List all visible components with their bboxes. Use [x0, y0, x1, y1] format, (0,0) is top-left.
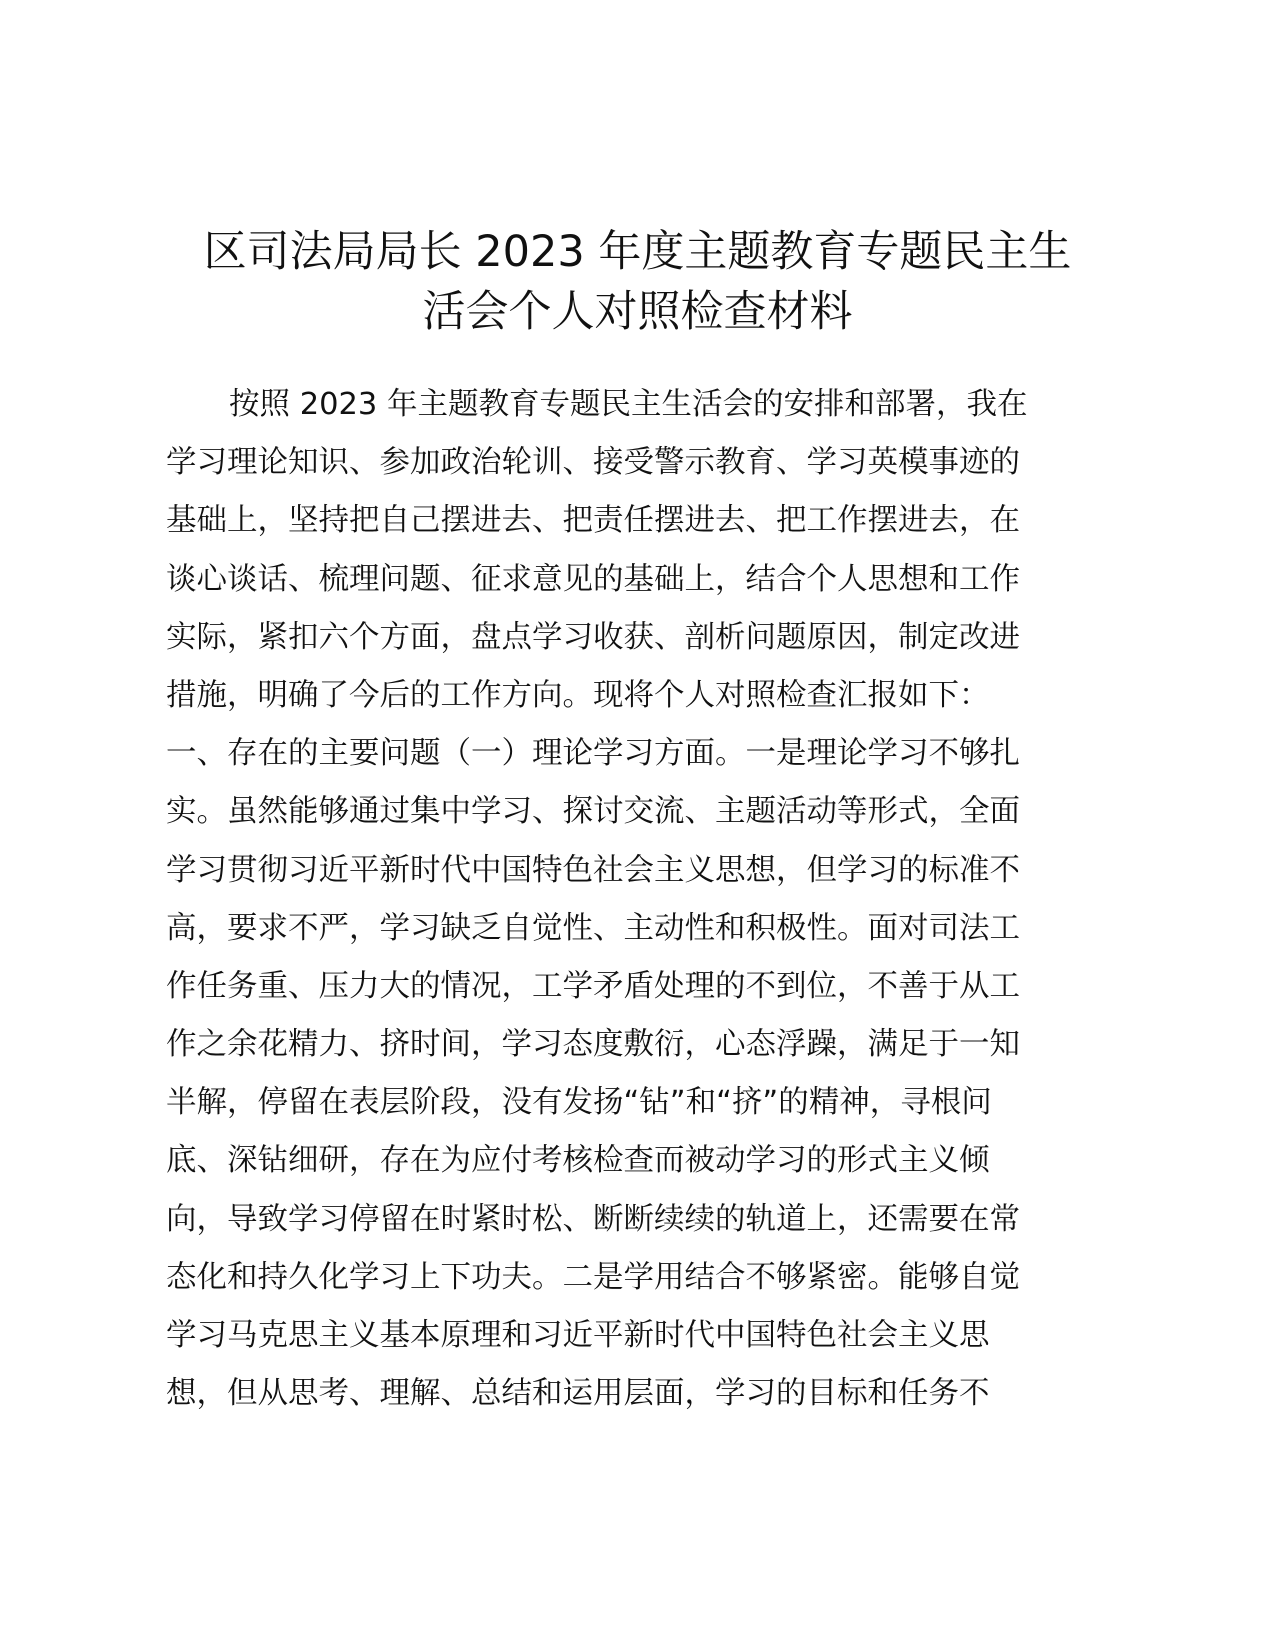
body-line: 学习贯彻习近平新时代中国特色社会主义思想，但学习的标准不 — [166, 852, 1020, 888]
body-line: 学习马克思主义基本原理和习近平新时代中国特色社会主义思 — [166, 1318, 990, 1353]
body-line: 作之余花精力、挤时间，学习态度敷衍，心态浮躁，满足于一知 — [166, 1027, 1020, 1063]
body-line: 作任务重、压力大的情况，工学矛盾处理的不到位，不善于从工 — [166, 968, 1020, 1004]
body-line: 实际，紧扣六个方面，盘点学习收获、剖析问题原因，制定改进 — [166, 619, 1020, 655]
body-line: 基础上，坚持把自己摆进去、把责任摆进去、把工作摆进去，在 — [166, 503, 1020, 539]
body-line: 想，但从思考、理解、总结和运用层面，学习的目标和任务不 — [166, 1376, 990, 1412]
body-line: 措施，明确了今后的工作方向。现将个人对照检查汇报如下： — [166, 677, 990, 713]
body-line: 谈心谈话、梳理问题、征求意见的基础上，结合个人思想和工作 — [166, 561, 1020, 597]
body-line: 向，导致学习停留在时紧时松、断断续续的轨道上，还需要在常 — [166, 1201, 1020, 1237]
body-line: 底、深钻细研，存在为应付考核检查而被动学习的形式主义倾 — [166, 1143, 990, 1179]
body-line: 按照 2023 年主题教育专题民主生活会的安排和部署，我在 — [229, 387, 1028, 422]
document-body — [166, 376, 1108, 1423]
body-line: 实。虽然能够通过集中学习、探讨交流、主题活动等形式，全面 — [166, 794, 1020, 830]
title-line: 区司法局局长 2023 年度主题教育专题民主生 — [203, 227, 1072, 277]
body-line: 学习理论知识、参加政治轮训、接受警示教育、学习英模事迹的 — [166, 445, 1020, 481]
title-line: 活会个人对照检查材料 — [422, 287, 853, 337]
body-line: 态化和持久化学习上下功夫。二是学用结合不够紧密。能够自觉 — [166, 1259, 1020, 1295]
body-line: 一、存在的主要问题（一）理论学习方面。一是理论学习不够扎 — [166, 736, 1020, 772]
document-title — [150, 222, 1125, 342]
body-line: 半解，停留在表层阶段，没有发扬“钻”和“挤”的精神，寻根问 — [166, 1085, 992, 1121]
body-line: 高，要求不严，学习缺乏自觉性、主动性和积极性。面对司法工 — [166, 910, 1020, 946]
